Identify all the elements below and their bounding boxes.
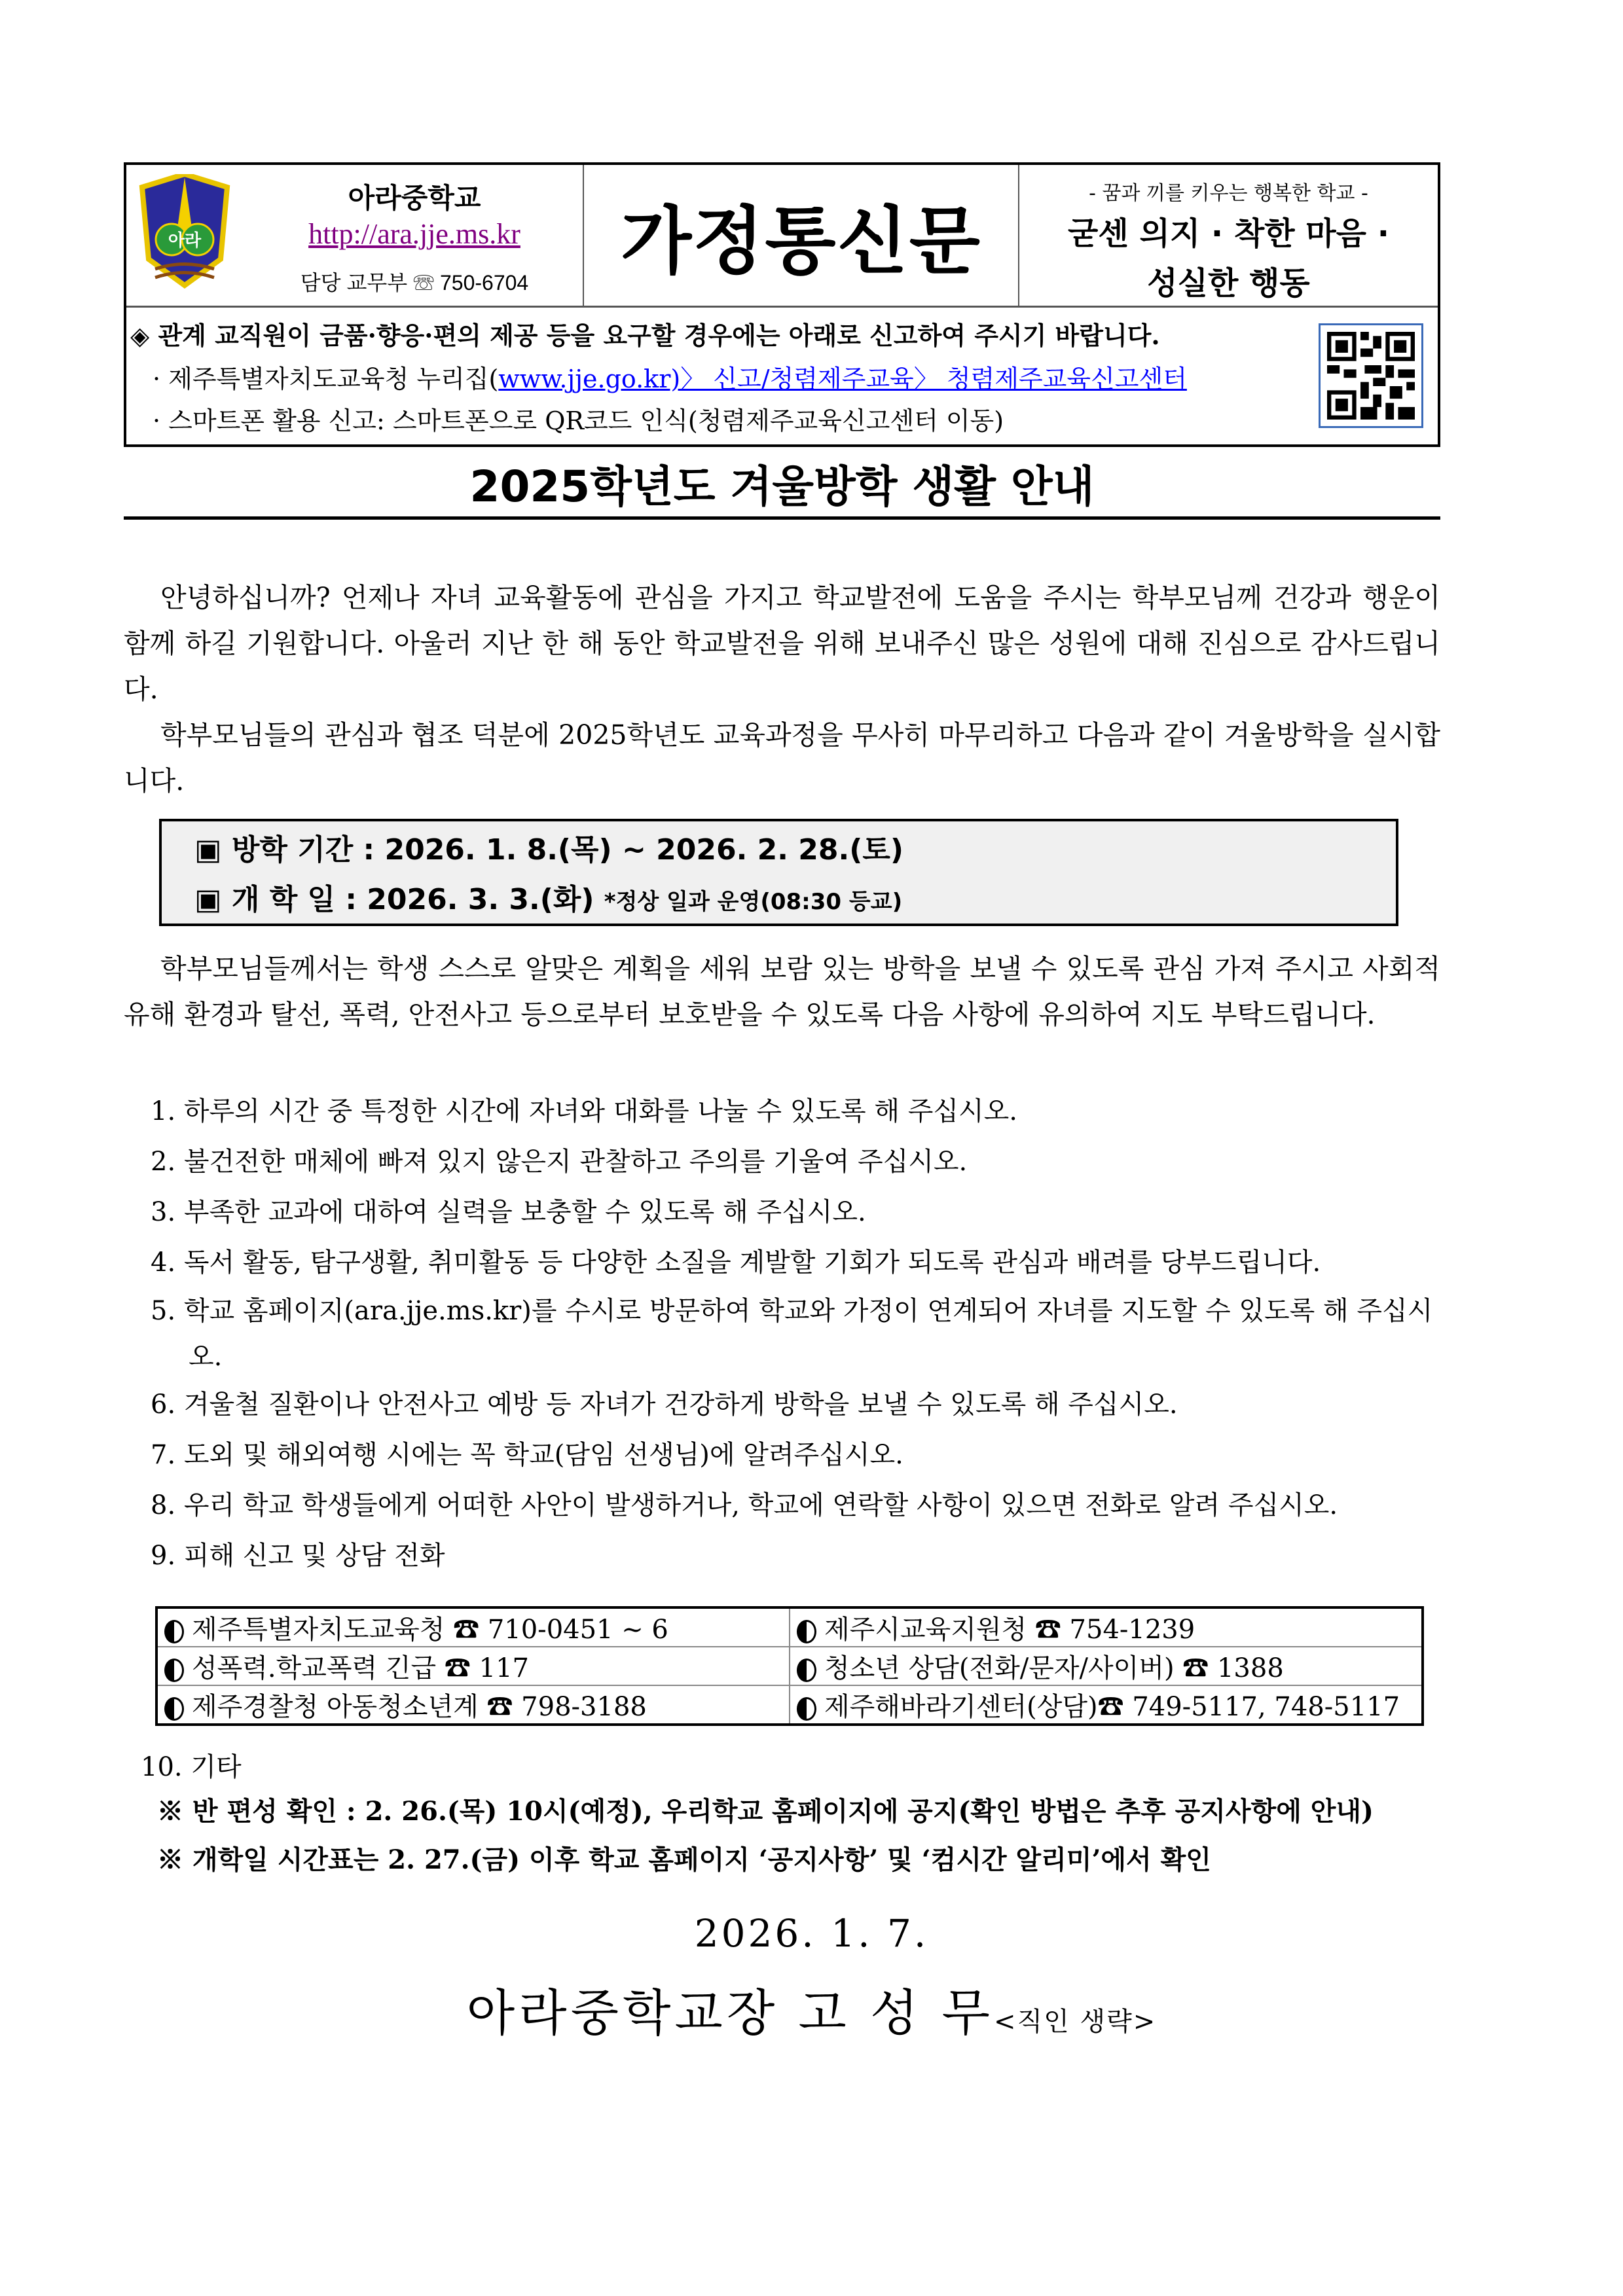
list-item: 5. 학교 홈페이지(ara.jje.ms.kr)를 수시로 방문하여 학교와 가정이 연계되어 자녀를 지도할 수 있도록 해 주십시오. bbox=[151, 1296, 1433, 1372]
contact-cell: 제주시교육지원청 ☎ 754-1239 bbox=[824, 1615, 1195, 1645]
vacation-period: ▣ 방학 기간 : 2026. 1. 8.(목) ~ 2026. 2. 28.(토) bbox=[194, 833, 903, 867]
guidance-list bbox=[151, 1086, 1440, 1581]
report-web-line bbox=[153, 359, 1187, 395]
motto-line1: 굳센 의지 · 착한 마음 · bbox=[1068, 215, 1389, 252]
table-row bbox=[156, 1685, 1423, 1725]
etc-note-timetable: ※ 개학일 시간표는 2. 27.(금) 이후 학교 홈페이지 ‘공지사항’ 및 ‘컴시간 알리미’에서 확인 bbox=[157, 1844, 1211, 1875]
list-item: 2. 불건전한 매체에 빠져 있지 않은지 관찰하고 주의를 기울여 주십시오. bbox=[151, 1147, 968, 1177]
opening-note: *정상 일과 운영(08:30 등교) bbox=[604, 889, 903, 915]
list-item: 6. 겨울철 질환이나 안전사고 예방 등 자녀가 건강하게 방학을 보낼 수 있도록 해 주십시오. bbox=[151, 1390, 1178, 1420]
intro-paragraph-2: 학부모님들의 관심과 협조 덕분에 2025학년도 교육과정을 무사히 마무리하고 다음과 같이 겨울방학을 실시합니다. bbox=[124, 719, 1440, 797]
school-name: 아라중학교 bbox=[348, 182, 481, 214]
page-title: 2025학년도 겨울방학 생활 안내 bbox=[469, 461, 1095, 512]
report-center-link[interactable]: www.jje.go.kr)〉 신고/청렴제주교육〉 청렴제주교육신고센터 bbox=[498, 365, 1187, 393]
motto-line2: 성실한 행동 bbox=[1147, 265, 1310, 302]
motto-subtitle: - 꿈과 끼를 키우는 행복한 학교 - bbox=[1089, 182, 1368, 205]
report-qr-line: · 스마트폰 활용 신고: 스마트폰으로 QR코드 인식(청렴제주교육신고센터 이동) bbox=[153, 406, 1004, 435]
half-circle-icon bbox=[164, 1620, 184, 1643]
list-item: 3. 부족한 교과에 대하여 실력을 보충할 수 있도록 해 주십시오. bbox=[151, 1197, 866, 1227]
title-divider bbox=[124, 516, 1440, 520]
etc-heading: 10. 기타 bbox=[141, 1752, 242, 1782]
contact-cell: 청소년 상담(전화/문자/사이버) ☎ 1388 bbox=[824, 1653, 1284, 1683]
guidance-paragraph: 학부모님들께서는 학생 스스로 알맞은 계획을 세워 보람 있는 방학을 보낼 수 있도록 관심 가져 주시고 사회적 유해 환경과 탈선, 폭력, 안전사고 등으로부터 보호받을 수 있도록 다음 사항에 유의하여 지도 부탁드립니다. bbox=[124, 953, 1440, 1030]
list-item: 9. 피해 신고 및 상담 전화 bbox=[151, 1541, 445, 1571]
list-item: 1. 하루의 시간 중 특정한 시간에 자녀와 대화를 나눌 수 있도록 해 주십시오. bbox=[151, 1096, 1018, 1126]
half-circle-icon bbox=[797, 1620, 816, 1643]
report-web-prefix: · 제주특별자치도교육청 누리집( bbox=[153, 365, 499, 393]
half-circle-icon bbox=[164, 1659, 184, 1682]
schedule-box bbox=[159, 819, 1398, 926]
school-url-link[interactable]: http://ara.jje.ms.kr bbox=[308, 218, 520, 250]
contact-cell: 제주해바라기센터(상담)☎ 749-5117, 748-5117 bbox=[824, 1692, 1400, 1722]
half-circle-icon bbox=[797, 1659, 816, 1682]
contact-cell: 제주경찰청 아동청소년계 ☎ 798-3188 bbox=[192, 1692, 647, 1722]
qr-code[interactable] bbox=[1319, 323, 1423, 428]
list-item: 8. 우리 학교 학생들에게 어떠한 사안이 발생하거나, 학교에 연락할 사항이 있으면 전화로 알려 주십시오. bbox=[151, 1490, 1338, 1520]
department-contact: 담당 교무부 ☏ 750-6704 bbox=[300, 271, 529, 295]
intro-paragraph-1: 안녕하십니까? 언제나 자녀 교육활동에 관심을 가지고 학교발전에 도움을 주시는 학부모님께 건강과 행운이 함께 하길 기원합니다. 아울러 지난 한 해 동안 학교발전을 위해 보내주신 많은 성원에 대해 진심으로 감사드립니다. bbox=[124, 582, 1440, 705]
list-item: 7. 도외 및 해외여행 시에는 꼭 학교(담임 선생님)에 알려주십시오. bbox=[151, 1440, 903, 1470]
header-box bbox=[124, 162, 1440, 447]
opening-date: ▣ 개 학 일 : 2026. 3. 3.(화) bbox=[194, 883, 594, 916]
contact-cell: 제주특별자치도교육청 ☎ 710-0451 ~ 6 bbox=[192, 1615, 668, 1645]
half-circle-icon bbox=[164, 1697, 184, 1721]
etc-note-class-assignment: ※ 반 편성 확인 : 2. 26.(목) 10시(예정), 우리학교 홈페이지에 공지(확인 방법은 추후 공지사항에 안내) bbox=[157, 1796, 1374, 1827]
seal-omitted-note: <직인 생략> bbox=[993, 2007, 1157, 2037]
signature-name: 아라중학교장 고 성 무 bbox=[466, 1984, 994, 2042]
half-circle-icon bbox=[797, 1697, 816, 1721]
logo-text: 아라 bbox=[168, 231, 202, 251]
integrity-notice: ◈ 관계 교직원이 금품·향응·편의 제공 등을 요구할 경우에는 아래로 신고하여 주시기 바랍니다. bbox=[130, 321, 1160, 350]
table-row bbox=[156, 1607, 1423, 1647]
list-item: 4. 독서 활동, 탐구생활, 취미활동 등 다양한 소질을 계발할 기회가 되도록 관심과 배려를 당부드립니다. bbox=[151, 1247, 1321, 1278]
table-row bbox=[156, 1647, 1423, 1685]
principal-signature bbox=[0, 1973, 1623, 2045]
document-type-title: 가정통신문 bbox=[584, 165, 1019, 306]
school-logo bbox=[136, 174, 234, 292]
contact-table bbox=[155, 1606, 1424, 1726]
contact-cell: 성폭력.학교폭력 긴급 ☎ 117 bbox=[192, 1653, 529, 1683]
issue-date: 2026. 1. 7. bbox=[694, 1911, 929, 1956]
